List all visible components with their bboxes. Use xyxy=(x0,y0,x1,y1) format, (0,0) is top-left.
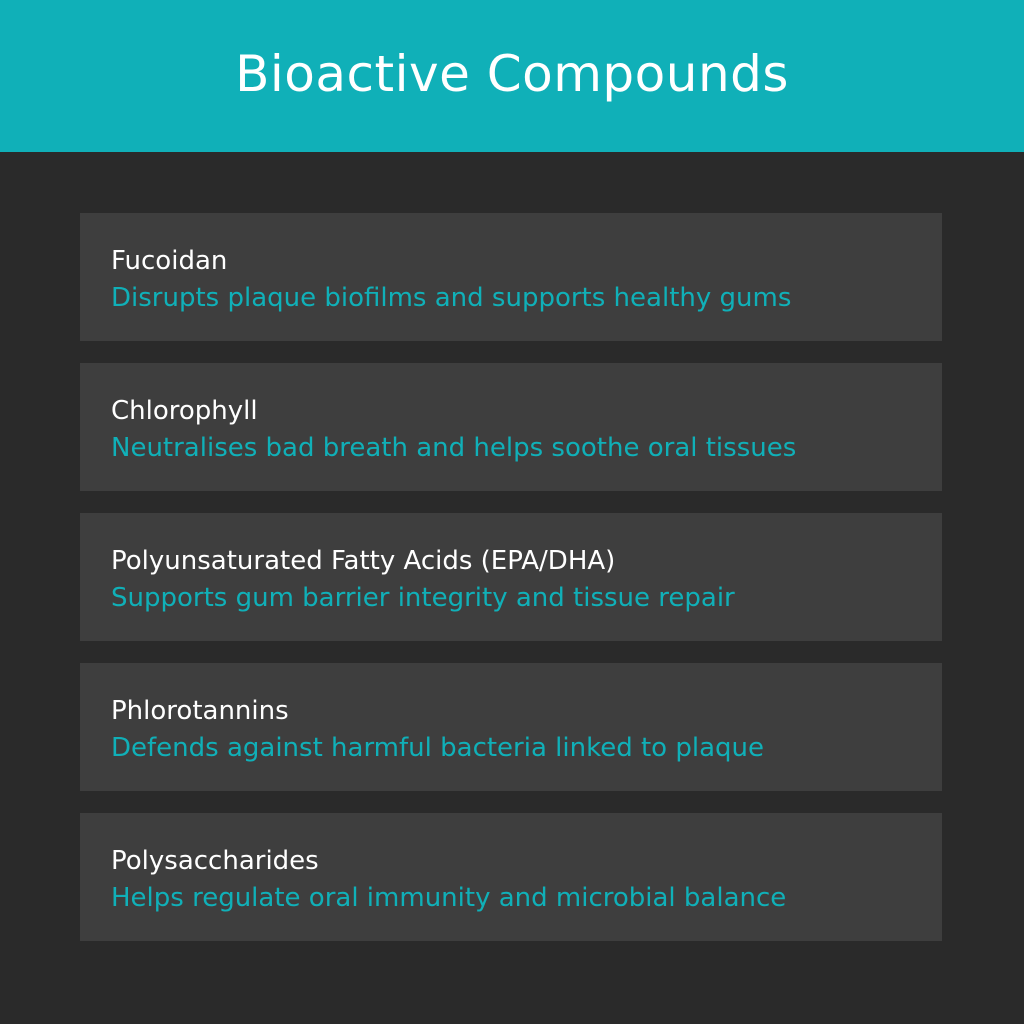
compound-description: Helps regulate oral immunity and microbial balance xyxy=(111,883,787,913)
compound-card-polysaccharides xyxy=(80,813,942,941)
compound-card-fatty-acids xyxy=(80,513,942,641)
page-title: Bioactive Compounds xyxy=(235,45,789,103)
compound-description: Defends against harmful bacteria linked to plaque xyxy=(111,733,764,763)
compound-name: Chlorophyll xyxy=(111,396,258,426)
header-banner xyxy=(0,0,1024,152)
compound-description: Neutralises bad breath and helps soothe oral tissues xyxy=(111,433,797,463)
compound-description: Disrupts plaque biofilms and supports healthy gums xyxy=(111,283,792,313)
compound-description: Supports gum barrier integrity and tissue repair xyxy=(111,583,735,613)
compound-card-chlorophyll xyxy=(80,363,942,491)
compound-list xyxy=(80,213,942,963)
compound-name: Fucoidan xyxy=(111,246,228,276)
compound-name: Phlorotannins xyxy=(111,696,289,726)
compound-name: Polyunsaturated Fatty Acids (EPA/DHA) xyxy=(111,546,616,576)
compound-name: Polysaccharides xyxy=(111,846,319,876)
compound-card-phlorotannins xyxy=(80,663,942,791)
compound-card-fucoidan xyxy=(80,213,942,341)
